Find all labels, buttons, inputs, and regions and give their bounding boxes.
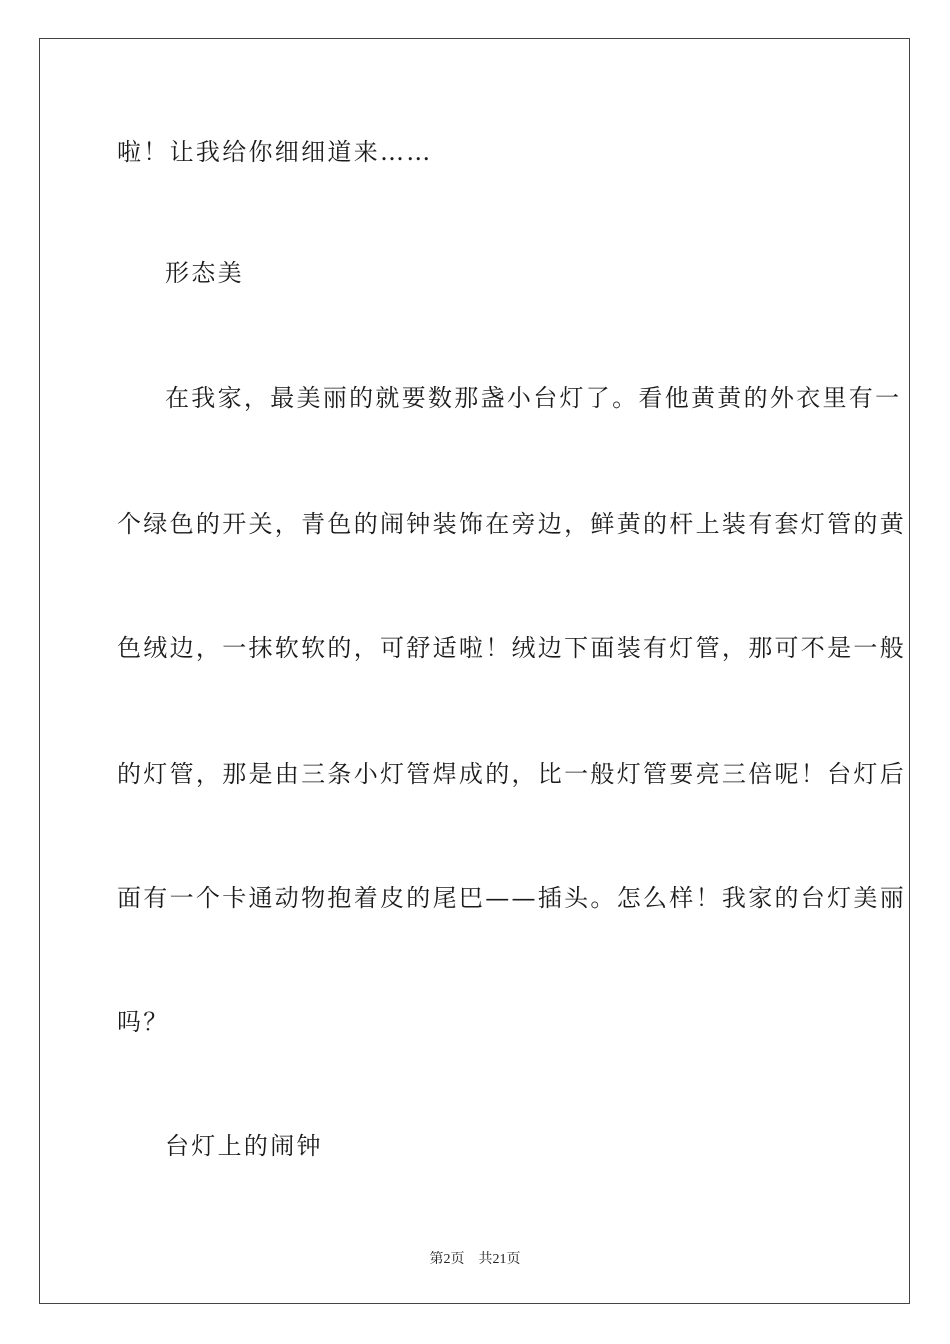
paragraph-line: 在我家，最美丽的就要数那盏小台灯了。看他黄黄的外衣里有一	[165, 384, 902, 412]
paragraph-line: 啦！让我给你细细道来……	[117, 138, 433, 166]
page-border	[39, 38, 910, 1304]
paragraph-line: 吗？	[117, 1008, 170, 1036]
page-number: 第2页	[429, 1252, 465, 1267]
section-heading: 形态美	[165, 259, 244, 287]
section-heading: 台灯上的闹钟	[165, 1132, 323, 1160]
paragraph-line: 面有一个卡通动物抱着皮的尾巴——插头。怎么样！我家的台灯美丽	[117, 884, 906, 912]
page-footer	[0, 1248, 950, 1268]
paragraph-line: 色绒边，一抹软软的，可舒适啦！绒边下面装有灯管，那可不是一般	[117, 634, 906, 662]
page-total: 共21页	[478, 1252, 521, 1267]
paragraph-line: 的灯管，那是由三条小灯管焊成的，比一般灯管要亮三倍呢！台灯后	[117, 760, 906, 788]
paragraph-line: 个绿色的开关，青色的闹钟装饰在旁边，鲜黄的杆上装有套灯管的黄	[117, 510, 906, 538]
